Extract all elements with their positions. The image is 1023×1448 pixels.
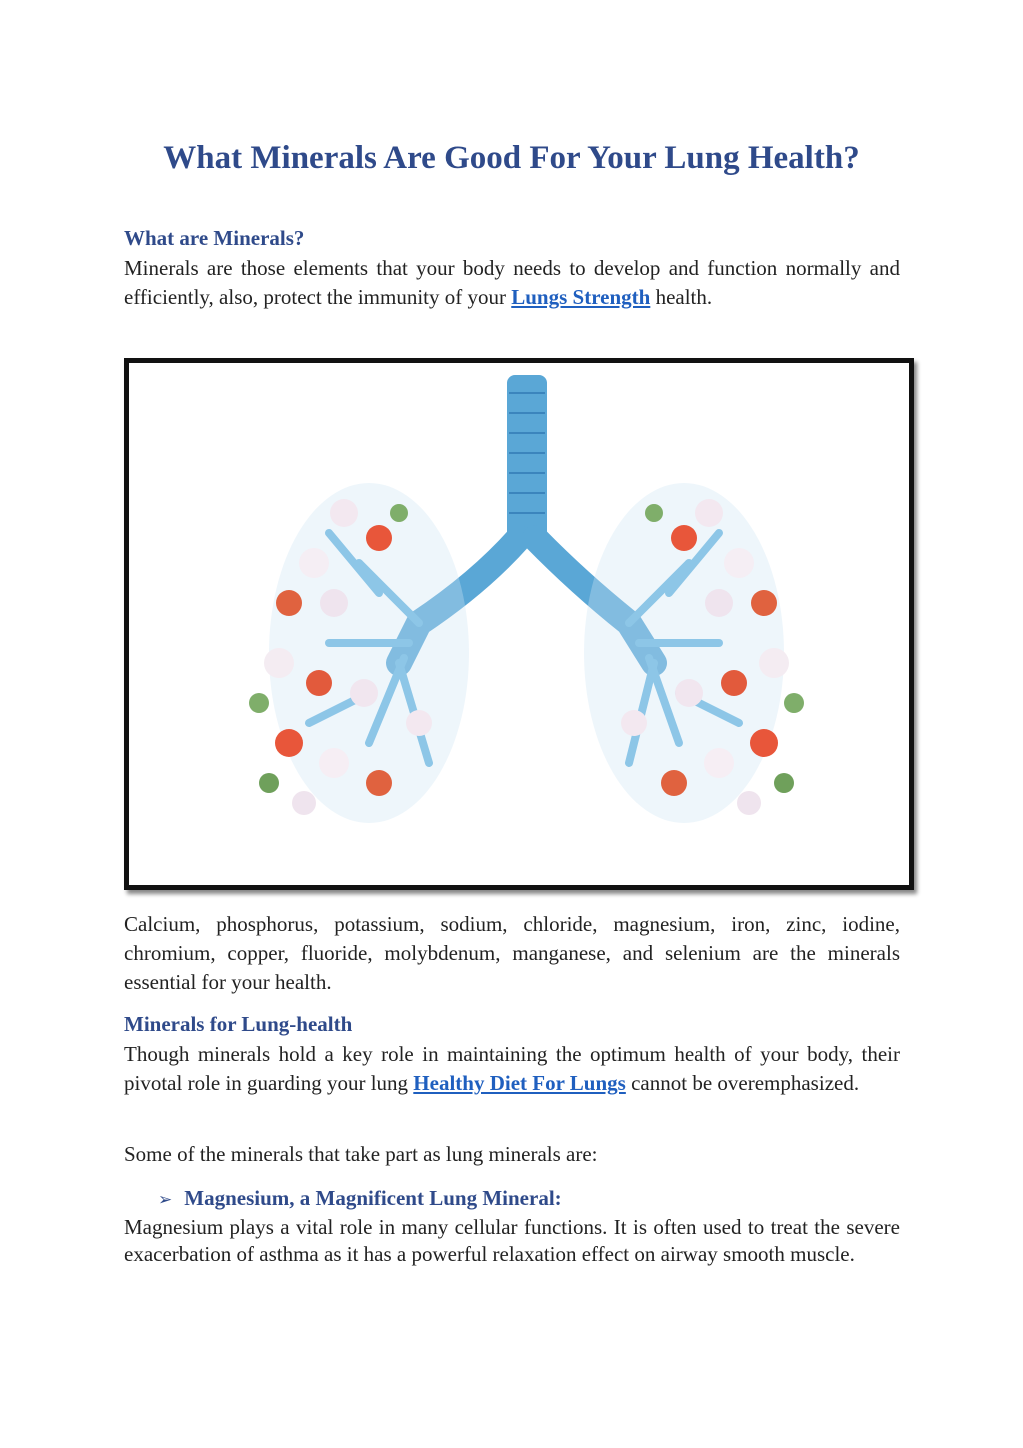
left-lung-flowers [249,483,469,823]
section-heading-minerals-for-lung-health: Minerals for Lung-health [124,1012,353,1036]
section-heading-what-are-minerals: What are Minerals? [124,226,305,250]
lung-health-paragraph [124,1040,900,1098]
right-lung-flowers [584,483,804,823]
lungs-strength-link[interactable]: Lungs Strength [511,285,651,309]
lung-health-text-end: cannot be overemphasized. [625,1071,860,1095]
lung-health-text-start: Though minerals hold a key role in maintaining the optimum health of your body, their pivotal role in guarding your lung [124,1042,900,1095]
arrow-bullet-icon: ➢ [158,1190,173,1210]
lungs-illustration-frame [124,358,914,890]
minerals-intro-paragraph [124,254,900,312]
magnesium-heading-text: Magnesium, a Magnificent Lung Mineral: [184,1186,562,1210]
intro-text-end: health. [650,285,713,309]
page-title: What Minerals Are Good For Your Lung Health? [163,140,860,176]
intro-text-start: Minerals are those elements that your body needs to develop and function normally and efficiently, also, protect the immunity of your [124,256,900,309]
flowering-lungs-illustration [129,363,909,885]
lung-minerals-intro: Some of the minerals that take part as lung minerals are: [124,1142,598,1166]
healthy-diet-for-lungs-link[interactable]: Healthy Diet For Lungs [413,1071,626,1095]
essential-minerals-paragraph: Calcium, phosphorus, potassium, sodium, chloride, magnesium, iron, zinc, iodine, chromium, copper, fluoride, molybdenum, manganese, and selenium are the minerals essential for your health. [124,912,900,994]
trachea [507,375,547,545]
magnesium-paragraph: Magnesium plays a vital role in many cellular functions. It is often used to treat the severe exacerbation of asthma as it has a powerful relaxation effect on airway smooth muscle. [124,1215,900,1266]
magnesium-bullet-heading [158,1186,562,1211]
